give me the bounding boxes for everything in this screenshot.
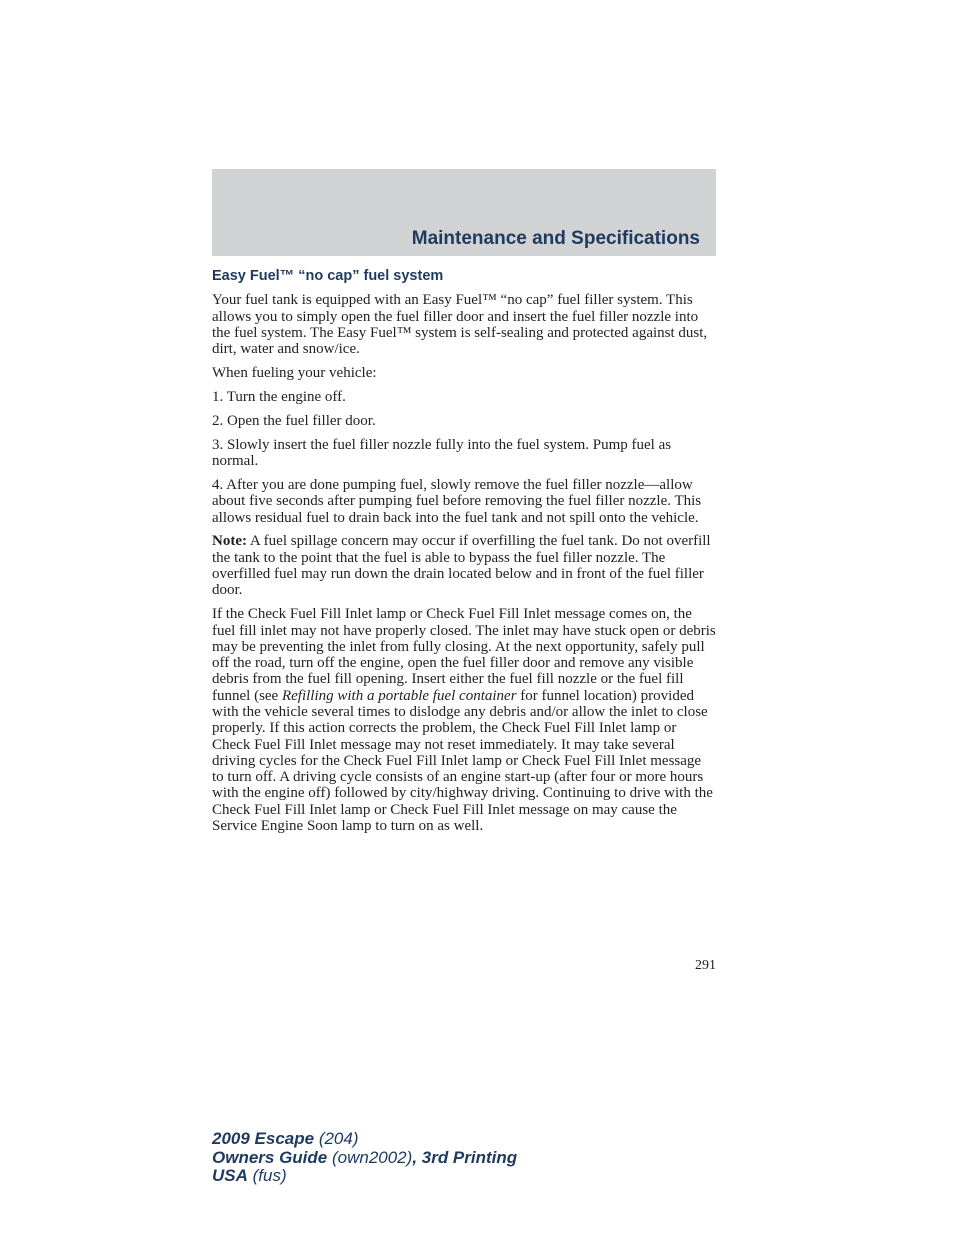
footer-line-market	[212, 1167, 517, 1186]
step-2: 2. Open the fuel filler door.	[212, 412, 376, 429]
footer-model-code: (204)	[314, 1129, 359, 1148]
step-1: 1. Turn the engine off.	[212, 388, 346, 405]
footer-market-code: (fus)	[247, 1166, 287, 1185]
footer-guide-code: (own2002)	[327, 1147, 413, 1167]
check-para-start: If the Check Fuel Fill Inlet lamp or Check Fuel Fill Inlet message comes on, the fuel fill inlet may not have properly closed. The inlet may have stuck open or debris may be preventing the inlet from fully closing. At the next opportunity, safely pull off the road, turn off the engine, open the fuel filler door and remove any visible debris from the fuel fill opening. Insert either the fuel fill nozzle or the fuel fill funnel (see	[212, 606, 716, 704]
footer-printing: , 3rd Printing	[412, 1147, 518, 1167]
page-number: 291	[695, 958, 716, 973]
cross-reference-link[interactable]: Refilling with a portable fuel container	[281, 687, 517, 704]
step-3: 3. Slowly insert the fuel filler nozzle fully into the fuel system. Pump fuel as normal.	[212, 436, 672, 470]
note-label: Note:	[212, 533, 247, 550]
intro-paragraph: Your fuel tank is equipped with an Easy Fuel™ “no cap” fuel filler system. This allows you to simply open the fuel filler door and insert the fuel filler nozzle into the fuel system. The Easy Fuel™ system is self-sealing and protected against dust, dirt, water and snow/ice.	[212, 292, 708, 358]
check-fuel-inlet-paragraph	[212, 606, 716, 834]
fueling-lead-in: When fueling your vehicle:	[212, 365, 377, 382]
footer-market: USA	[212, 1166, 248, 1185]
note-text: A fuel spillage concern may occur if overfilling the fuel tank. Do not overfill the tank to the point that the fuel is able to bypass the fuel filler nozzle. The overfilled fuel may run down the drain located below and in front of the fuel filler door.	[212, 533, 711, 599]
footer-imprint	[212, 1130, 517, 1186]
note-paragraph	[212, 533, 716, 598]
section-title: Maintenance and Specifications	[411, 228, 700, 249]
check-para-end: for funnel location) provided with the vehicle several times to dislodge any debris and/or allow the inlet to close properly. If this action corrects the problem, the Check Fuel Fill Inlet lamp or Check Fuel Fill Inlet message may not reset immediately. It may take several driving cycles for the Check Fuel Fill Inlet lamp or Check Fuel Fill Inlet message to turn off. A driving cycle consists of an engine start-up (after four or more hours with the engine off) followed by city/highway driving. Continuing to drive with the Check Fuel Fill Inlet lamp or Check Fuel Fill Inlet message on may cause the Service Engine Soon lamp to turn on as well.	[212, 687, 713, 835]
section-header-band	[212, 169, 716, 256]
footer-guide: Owners Guide	[212, 1147, 328, 1167]
step-4: 4. After you are done pumping fuel, slowly remove the fuel filler nozzle—allow about five seconds after pumping fuel before removing the fuel filler nozzle. This allows residual fuel to drain back into the fuel tank and not spill onto the vehicle.	[212, 476, 702, 526]
footer-line-guide	[212, 1149, 517, 1168]
footer-line-model	[212, 1130, 517, 1149]
article-body	[212, 266, 716, 842]
article-heading: Easy Fuel™ “no cap” fuel system	[212, 268, 444, 284]
footer-model: 2009 Escape	[212, 1129, 315, 1148]
